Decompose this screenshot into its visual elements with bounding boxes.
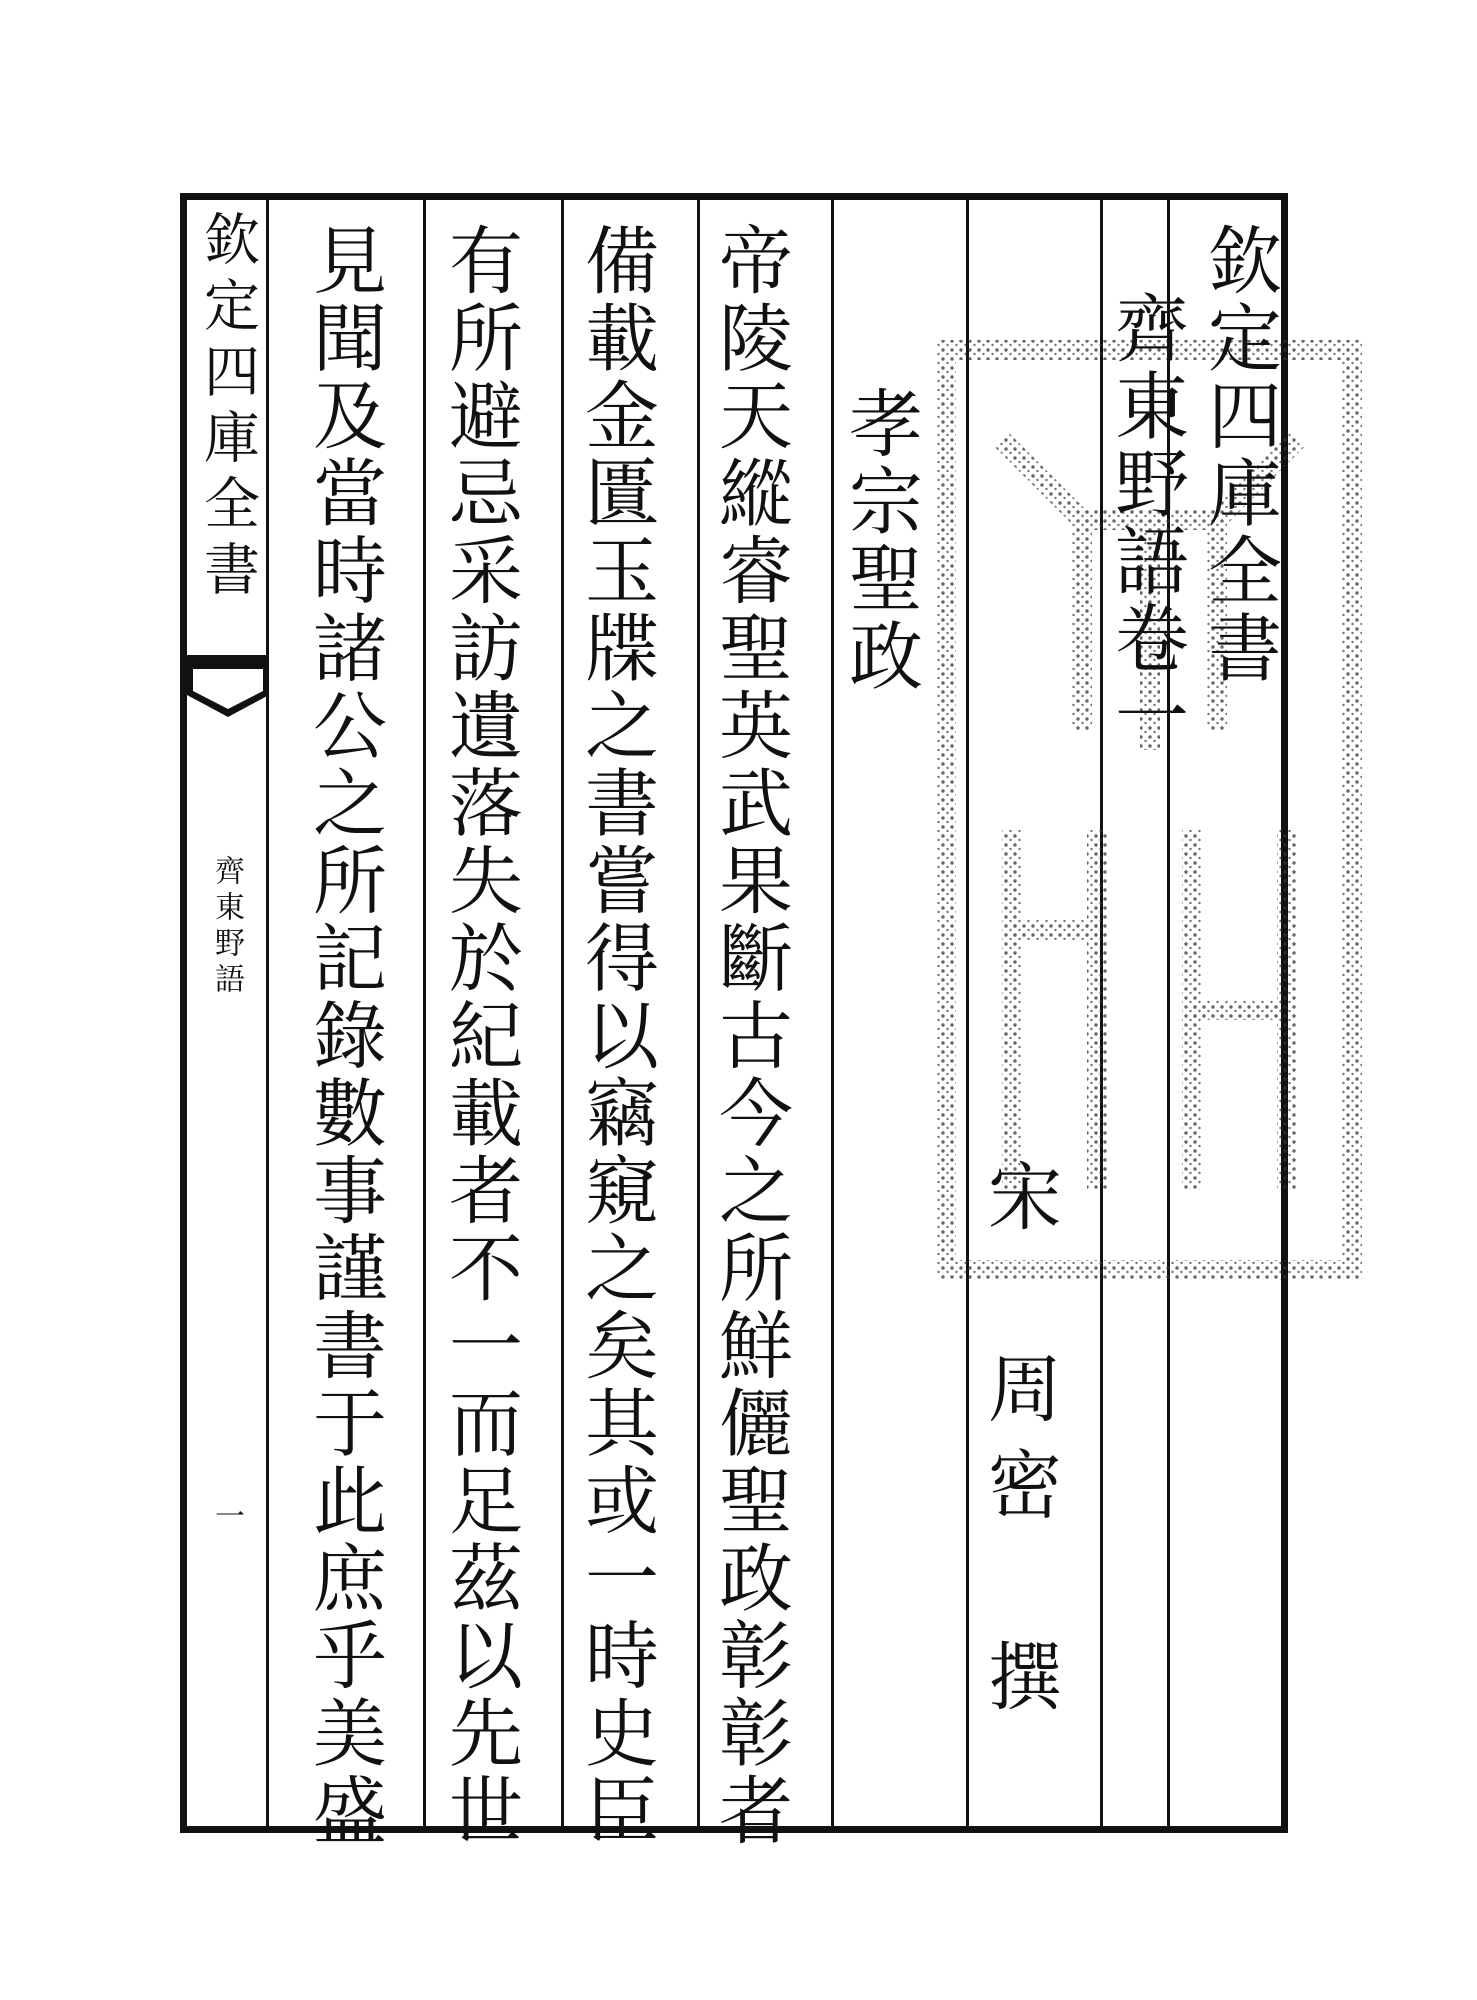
column-rule — [423, 200, 426, 1826]
book-title: 齊東野語卷一 — [1103, 290, 1189, 755]
fishtail-mark — [187, 655, 269, 725]
section-title: 孝宗聖政 — [837, 385, 923, 695]
gutter-subtitle: 齊東野語 — [209, 855, 244, 999]
column-rule — [697, 200, 700, 1826]
text-line-2: 備載金匱玉牒之書嘗得以竊窺之矣其或一時史臣 — [573, 222, 659, 1850]
column-rule — [831, 200, 834, 1826]
author-line: 宋 周密 撰 — [976, 1158, 1062, 1734]
column-rule — [561, 200, 564, 1826]
text-line-1: 帝陵天縱睿聖英武果斷古今之所鮮儷聖政彰彰者 — [707, 222, 793, 1850]
column-rule — [966, 200, 969, 1826]
gutter-page-number: 一 — [209, 1500, 244, 1536]
gutter-title: 欽定四庫全書 — [195, 210, 260, 606]
text-line-3: 有所避忌采訪遺落失於紀載者不一而足茲以先世 — [437, 222, 523, 1850]
collection-title: 欽定四庫全書 — [1196, 222, 1282, 687]
text-line-4: 見聞及當時諸公之所記錄數事謹書于此庶乎美盛 — [301, 222, 387, 1850]
page-gutter — [187, 200, 269, 1826]
page-frame — [180, 193, 1288, 1850]
